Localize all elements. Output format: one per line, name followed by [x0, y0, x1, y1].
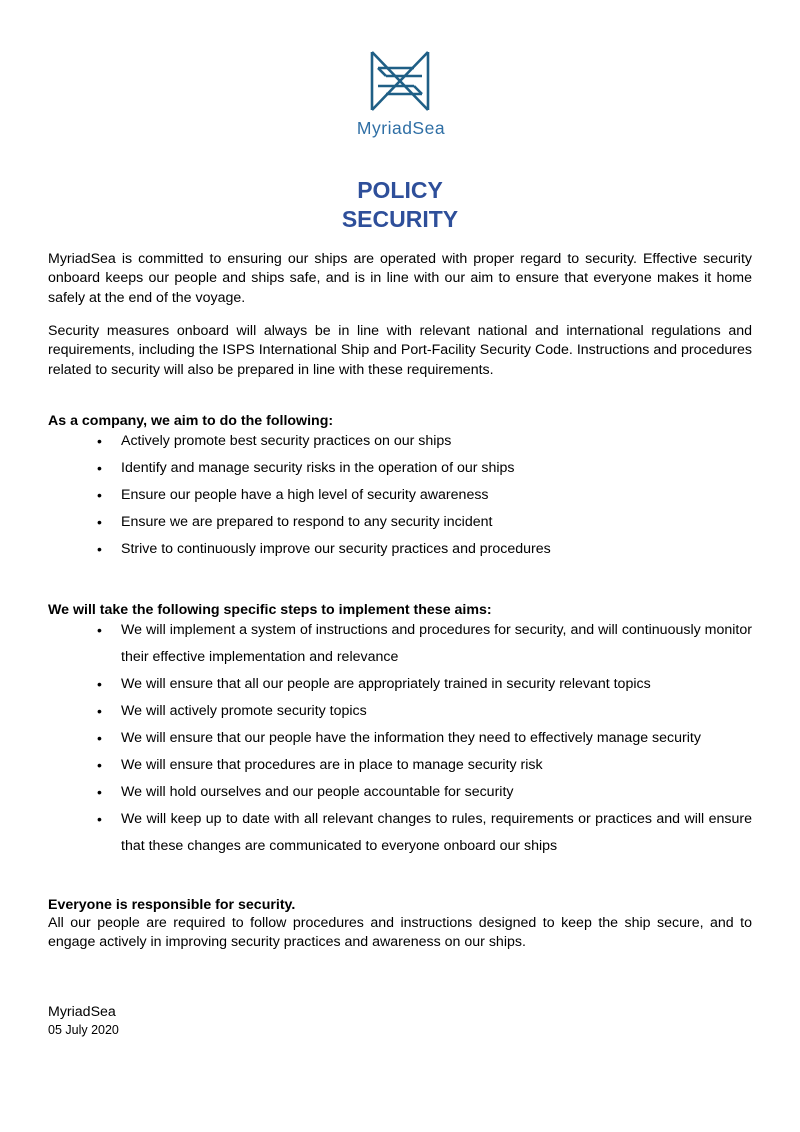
- list-item-text: Ensure we are prepared to respond to any security incident: [121, 514, 493, 530]
- list-item-text: We will actively promote security topics: [121, 703, 367, 719]
- bullet-icon: •: [97, 541, 102, 557]
- bullet-icon: •: [97, 460, 102, 476]
- list-item-text: We will ensure that procedures are in place to manage security risk: [121, 757, 543, 773]
- list-item-text: Ensure our people have a high level of security awareness: [121, 487, 489, 503]
- aims-heading: As a company, we aim to do the following:: [48, 413, 334, 429]
- list-item: [95, 536, 752, 563]
- myriadsea-logo-icon: [368, 48, 432, 114]
- list-item: [95, 482, 752, 509]
- list-item: [95, 617, 752, 671]
- list-item-text: Actively promote best security practices on our ships: [121, 433, 452, 449]
- logo-wordmark: MyriadSea: [356, 118, 446, 138]
- intro-paragraph-2: Security measures onboard will always be in line with relevant national and international regulations and requirements, including the ISPS International Ship and Port-Facility Security Code. Instructions and procedures related to security will also be prepared in line with these requirements.: [48, 323, 752, 378]
- signoff-date: 05 July 2020: [48, 1023, 119, 1037]
- bullet-icon: •: [97, 622, 102, 638]
- list-item-text: We will keep up to date with all relevant changes to rules, requirements or practices and will ensure that these changes are communicated to everyone onboard our ships: [121, 811, 752, 854]
- list-item-text: We will ensure that our people have the information they need to effectively manage security: [121, 730, 701, 746]
- list-item: [95, 806, 752, 860]
- intro-paragraph-1: MyriadSea is committed to ensuring our ships are operated with proper regard to security. Effective security onboard keeps our people and ships safe, and is in line with our aim to ensure that everyone makes it home safely at the end of the voyage.: [48, 251, 752, 306]
- bullet-icon: •: [97, 514, 102, 530]
- list-item: [95, 779, 752, 806]
- bullet-icon: •: [97, 784, 102, 800]
- signoff-company: MyriadSea: [48, 1004, 116, 1020]
- bullet-icon: •: [97, 811, 102, 827]
- list-item: [95, 725, 752, 752]
- list-item: [95, 509, 752, 536]
- responsibility-heading: Everyone is responsible for security.: [48, 897, 296, 913]
- responsibility-paragraph: All our people are required to follow procedures and instructions designed to keep the ship secure, and to engage actively in improving security practices and awareness on our ships.: [48, 915, 752, 951]
- list-item-text: Identify and manage security risks in the operation of our ships: [121, 460, 515, 476]
- bullet-icon: •: [97, 676, 102, 692]
- bullet-icon: •: [97, 487, 102, 503]
- document-title-security: SECURITY: [341, 206, 459, 232]
- aims-list: [95, 428, 752, 563]
- list-item-text: We will hold ourselves and our people accountable for security: [121, 784, 514, 800]
- list-item: [95, 671, 752, 698]
- list-item: [95, 752, 752, 779]
- list-item-text: We will ensure that all our people are appropriately trained in security relevant topics: [121, 676, 651, 692]
- company-logo: [356, 48, 480, 138]
- bullet-icon: •: [97, 433, 102, 449]
- list-item-text: Strive to continuously improve our security practices and procedures: [121, 541, 551, 557]
- list-item-text: We will implement a system of instructions and procedures for security, and will continuously monitor their effective implementation and relevance: [121, 622, 752, 665]
- list-item: [95, 455, 752, 482]
- bullet-icon: •: [97, 730, 102, 746]
- steps-heading: We will take the following specific steps to implement these aims:: [48, 602, 492, 618]
- steps-list: [95, 617, 752, 860]
- list-item: [95, 698, 752, 725]
- bullet-icon: •: [97, 757, 102, 773]
- document-title-policy: POLICY: [357, 177, 443, 203]
- list-item: [95, 428, 752, 455]
- bullet-icon: •: [97, 703, 102, 719]
